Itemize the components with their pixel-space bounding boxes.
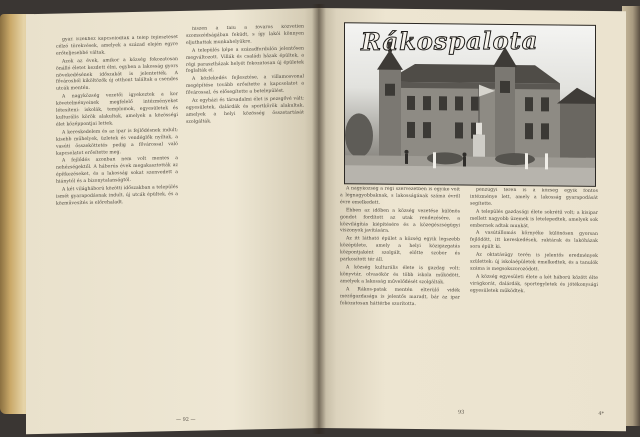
paragraph: gyár. Ezekhez kapcsolódtak a telep fejlesztését célzó törekvések, amelyek a század elején egyre erőteljesebbé váltak. xyxy=(56,35,178,57)
paragraph: A közlekedés fejlesztése, a villamosvonal megépítése tovább erősítette a kapcsolatot a fővárossal, és elősegítette a betelepülést. xyxy=(186,74,304,97)
paragraph: A kereskedelem és az ipar is fejlődésnek indult; kisebb műhelyek, üzletek és vendéglők nyíltak, a vasúti összeköttetés pedig a fővárossal való kapcsolatot erősítette meg. xyxy=(56,127,178,157)
paragraph: Az egyházi és társadalmi élet is pezsgővé vált; egyesületek, dalárdák és sportkörök alakultak, amelyek a helyi közösség összetartását szolgálták. xyxy=(186,96,304,125)
right-column-1 xyxy=(340,186,460,407)
left-column-2 xyxy=(186,24,304,226)
page-number-left: — 92 — xyxy=(176,416,196,424)
paragraph: A község egyesületi élete a két háború között élte virágkorát, dalárdák, sportegyletek és jótékonysági egyesületek működtek. xyxy=(470,274,598,294)
paragraph: Az oktatásügy terén is jelentős eredmények születtek: új iskolaépületek emelkedtek, és a tanulók száma is megsokszorozódott. xyxy=(470,252,598,273)
paragraph: hiszen a falu a főváros közvetlen szomszédságában feküdt, s így lakói könnyen eljuthattak munkahelyükre. xyxy=(186,24,304,46)
paragraph: A fejlődés azonban nem volt mentes a nehézségektől. A háborús évek megakasztották az építkezéseket, és a lakosság sokat szenvedett a hiánytól és a bizonytalanságtól. xyxy=(56,156,178,185)
photo-title: Rákospalota xyxy=(360,25,539,56)
town-hall-photo xyxy=(344,22,596,187)
left-column-1 xyxy=(56,35,178,408)
paragraph: A nagyközség a régi szervezetben is egyike volt a legnagyobbaknak, s lakosságának száma évről évre emelkedett. xyxy=(340,186,460,206)
right-column-2 xyxy=(470,188,598,409)
paragraph: A település képe a századfordulón jelentősen megváltozott. Villák és családi házak épültek, a régi parasztházak helyét fokozatosan új épületek foglalták el. xyxy=(186,46,304,75)
paragraph: A vasútállomás környéke különösen gyorsan fejlődött, itt kereskedések, raktárak és lakóházak sora épült ki. xyxy=(470,231,598,251)
signature-mark: 4* xyxy=(598,410,604,417)
right-page xyxy=(318,8,626,431)
paragraph: A nagyközség vezetői igyekeztek a kor követelményeinek megfelelő intézményeket létesíteni: iskolák, templomok, egyesületek és kulturális körök alakultak, amelyek a közösségi élet középpontjai lettek. xyxy=(56,92,178,128)
paragraph: pénzügyi téren is a község egyik fontos intézménye lett, amely a lakosság gyarapodását segítette. xyxy=(470,187,598,207)
paragraph: A két világháború közötti időszakban a település ismét gyarapodásnak indult, új utcák épültek, és a közművesítés is előrehaladt. xyxy=(56,185,178,207)
paragraph: A község kulturális élete is gazdag volt: könyvtár, olvasókör és több iskola működött, amelyek a lakosság művelődését szolgálták. xyxy=(340,265,460,286)
paragraph: Az itt látható épület a község egyik legszebb középülete, amely a helyi közigazgatás központjaként szolgált, előtte szobor és parkosított tér áll. xyxy=(340,236,460,263)
paragraph: Ebben az időben a község vezetése különös gondot fordított az utak rendezésére, a közvilágítás kiépítésére és a közegészségügyi viszonyok javítására. xyxy=(340,208,460,235)
paragraph: A Rákos-patak mentén elterülő vidék mezőgazdasága is jelentős maradt, bár az ipar fokozatosan háttérbe szorította. xyxy=(340,286,460,307)
book-gutter xyxy=(312,4,326,434)
paragraph: Azok az évek, amikor a község fokozatosan önálló életet kezdett élni, egyben a lakosság gyors növekedésének időszakát is jelentették. A fővárosból kiköltözők új otthont találtak a csendes utcák mentén. xyxy=(56,56,178,92)
left-page xyxy=(26,8,322,434)
paragraph: A település gazdasági élete sokrétű volt; a kisipar mellett nagyobb üzemek is letelepedtek, amelyek sok embernek adtak munkát. xyxy=(470,209,598,229)
page-number-right: 93 xyxy=(458,409,465,416)
